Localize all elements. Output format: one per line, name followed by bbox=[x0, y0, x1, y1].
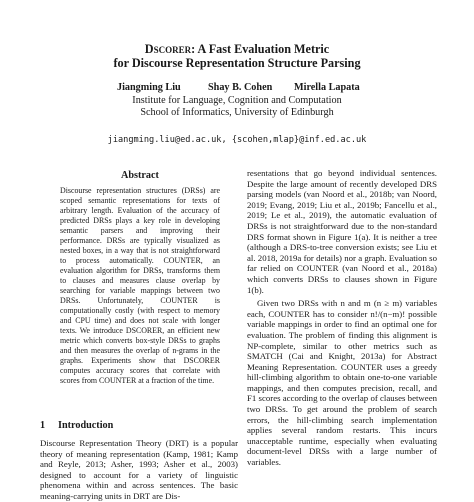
affiliation bbox=[0, 95, 474, 119]
abstract-heading: Abstract bbox=[121, 170, 159, 181]
section-title: Introduction bbox=[58, 420, 114, 431]
affiliation-line-1: Institute for Language, Cognition and Computation bbox=[132, 95, 342, 106]
title-line-1 bbox=[0, 42, 474, 56]
title-line1-rest: : A Fast Evaluation Metric bbox=[191, 42, 330, 56]
title-prefix: Dscorer bbox=[144, 42, 192, 56]
right-paragraph-2: Given two DRSs with n and m (n ≥ m) variables each, COUNTER has to consider n!/(n−m)! possible variable mappings in order to find an optimal one for evaluation. The problem of finding this alignment is NP-complete, similar to other metrics such as SMATCH (Cai and Knight, 2013a) for Abstract Meaning Representation. COUNTER uses a greedy hill-climbing algorithm to obtain one-to-one variable mappings, and then computes precision, recall, and F1 scores according to the overlap of clauses between two DRSs. To get around the problem of search errors, the hill-climbing search implementation applies several random restarts. This incurs unacceptable runtime, especially when evaluating document-level DRSs with a large number of variables. bbox=[247, 298, 437, 468]
author-list bbox=[0, 82, 474, 94]
introduction-body: Discourse Representation Theory (DRT) is a popular theory of meaning representation (Kamp, 1981; Kamp and Reyle, 2013; Asher, 1993; Asher et al., 2003) designed to account for a variety of linguistic phenomena within and across sentences. The basic meaning-carrying units in DRT are Dis- bbox=[40, 438, 238, 501]
affiliation-line-2: School of Informatics, University of Edinburgh bbox=[140, 107, 334, 118]
title-line-2: for Discourse Representation Structure Parsing bbox=[113, 56, 361, 70]
right-paragraph-1: resentations that go beyond individual sentences. Despite the large amount of recently developed DRS parsing models (van Noord et al., 2018b; van Noord, 2019; Evang, 2019; Liu et al., 2019b; Fancellu et al., 2019; Le et al., 2019), the automatic evaluation of DRSs is not straightforward due to the non-standard DRS format shown in Figure 1(a). It is neither a tree (although a DRS-to-tree conversion exists; see Liu et al. 2018, 2019a for details) nor a graph. Evaluation so far relied on COUNTER (van Noord et al., 2018a) which converts DRSs to clauses shown in Figure 1(b). bbox=[247, 168, 437, 295]
right-column bbox=[247, 168, 437, 468]
abstract-body: Discourse representation structures (DRSs) are scoped semantic representations for texts of arbitrary length. Evaluation of the accuracy of predicted DRSs plays a key role in developing semantic parsers and improving their performance. DRSs are typically visualized as nested boxes, in a way that is not straightforward to process automatically. COUNTER, an evaluation algorithm for DRSs, transforms them to clauses and measures clause overlap by searching for variable mappings between two DRSs. Unfortunately, COUNTER is computationally costly (with respect to memory and CPU time) and does not scale with longer texts. We introduce DSCORER, an efficient new metric which converts box-style DRSs to graphs and then measures the overlap of n-grams in the graphs. Experiments show that DSCORER computes accuracy scores that correlate with scores from COUNTER at a fraction of the time. bbox=[60, 186, 220, 385]
paper-title bbox=[0, 42, 474, 70]
author-1: Jiangming Liu bbox=[117, 82, 181, 93]
author-emails: jiangming.liu@ed.ac.uk, {scohen,mlap}@inf.ed.ac.uk bbox=[107, 135, 367, 145]
section-number: 1 bbox=[40, 420, 46, 431]
section-heading bbox=[40, 420, 113, 432]
author-3: Mirella Lapata bbox=[294, 82, 360, 93]
author-2: Shay B. Cohen bbox=[208, 82, 273, 93]
